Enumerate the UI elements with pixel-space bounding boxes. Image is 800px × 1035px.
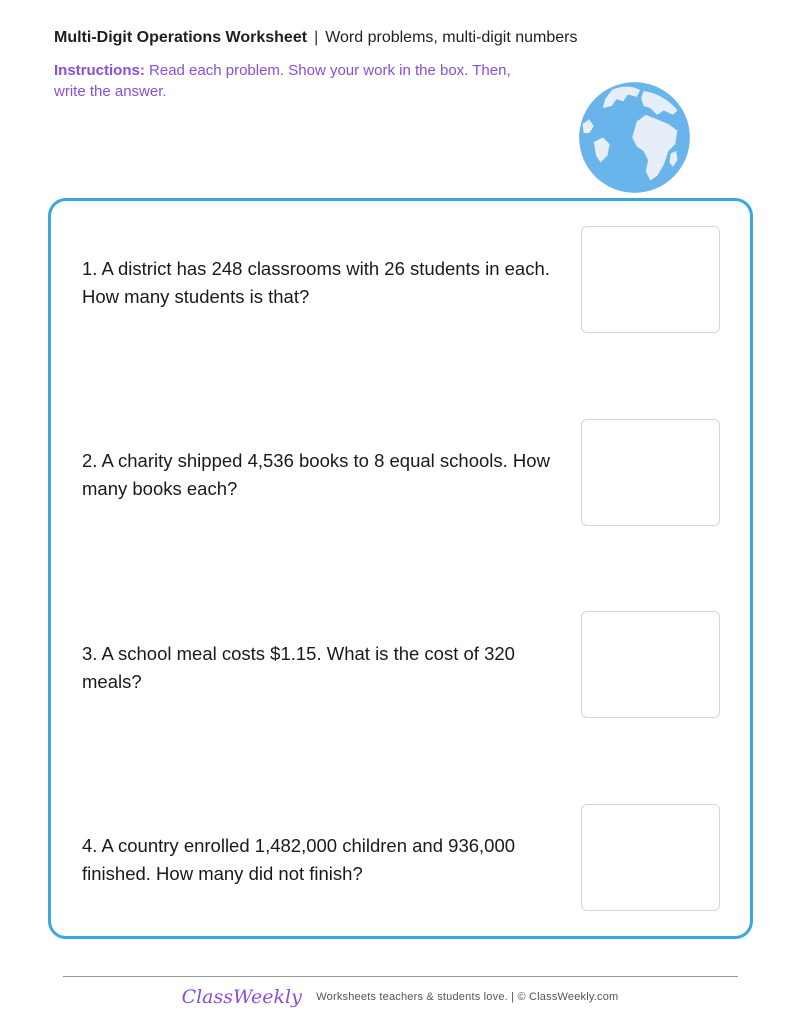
problem-1: 1. A district has 248 classrooms with 26 students in each. How many students is that? [82, 258, 550, 307]
globe-icon [578, 81, 691, 194]
header-separator: | [314, 29, 319, 46]
answer-box-4[interactable] [581, 804, 720, 911]
footer-divider [63, 976, 738, 977]
answer-box-1[interactable] [581, 226, 720, 333]
brand-logo: ClassWeekly [181, 986, 302, 1008]
problems-panel [48, 198, 753, 939]
problem-2: 2. A charity shipped 4,536 books to 8 equal schools. How many books each? [82, 450, 550, 499]
problem-4: 4. A country enrolled 1,482,000 children and 936,000 finished. How many did not finish? [82, 835, 516, 884]
worksheet-header [54, 29, 577, 47]
footer-tagline: Worksheets teachers & students love. | © ClassWeekly.com [316, 991, 619, 1003]
answer-box-2[interactable] [581, 419, 720, 526]
worksheet-title: Multi-Digit Operations Worksheet [54, 29, 308, 46]
instructions [54, 60, 534, 102]
problem-3: 3. A school meal costs $1.15. What is the cost of 320 meals? [82, 643, 515, 692]
footer [0, 986, 800, 1008]
answer-box-3[interactable] [581, 611, 720, 718]
worksheet-subtitle: Word problems, multi-digit numbers [325, 29, 578, 46]
instructions-label: Instructions: [54, 62, 145, 79]
instructions-text: Read each problem. Show your work in the box. Then, write the answer. [54, 62, 511, 100]
